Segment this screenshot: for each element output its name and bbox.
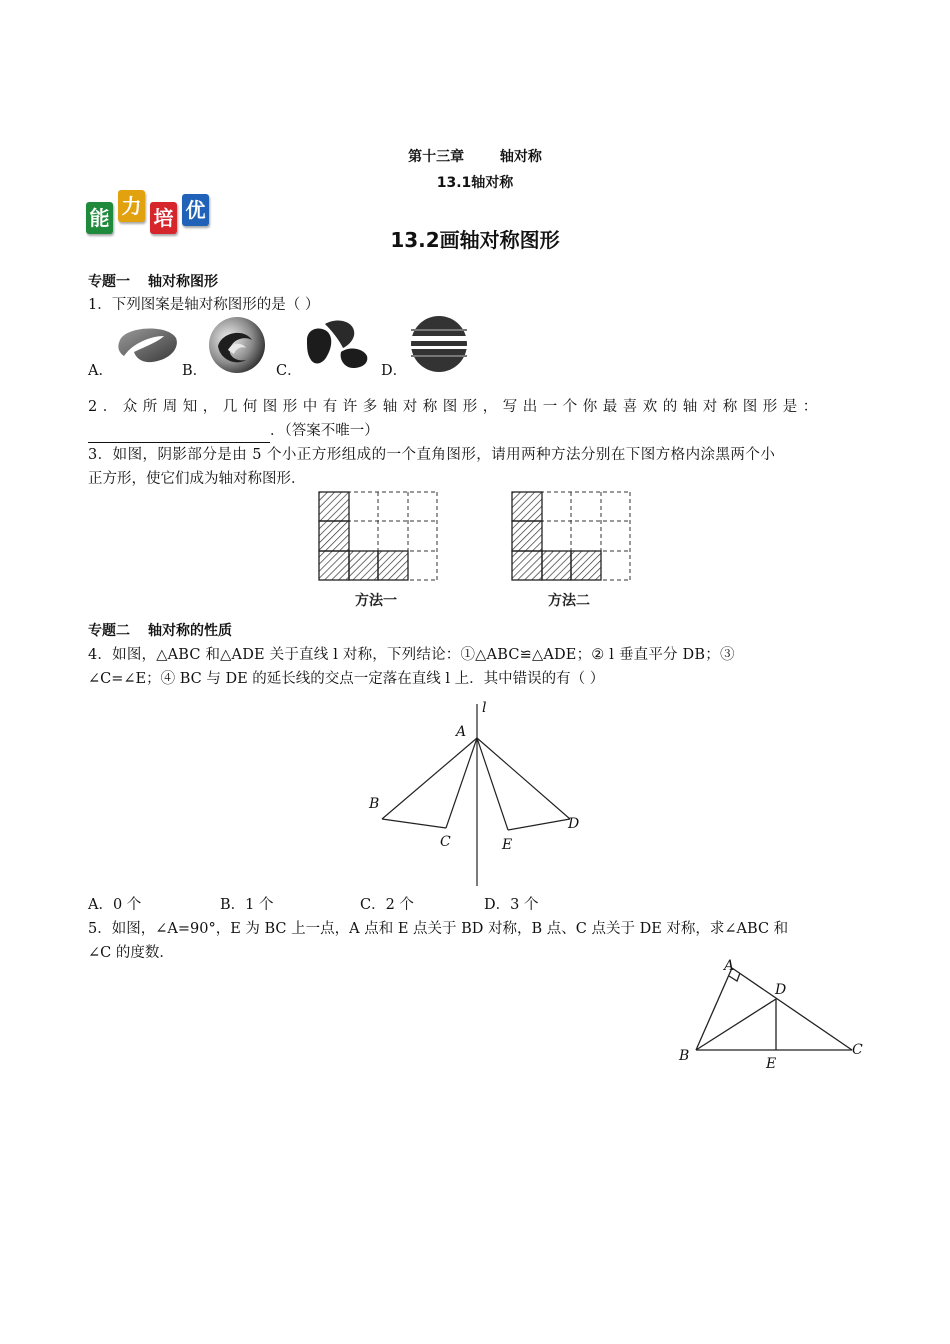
topic-one-heading — [88, 271, 218, 291]
q4-label-e: E — [502, 837, 513, 853]
chapter-title: 轴对称 — [499, 149, 542, 165]
logo-tile-2: 力 — [118, 190, 145, 222]
q1-option-a-label: A． — [88, 363, 113, 379]
chapter-number: 第十三章 — [408, 149, 465, 165]
q2-suffix: ．（答案不唯一） — [270, 423, 379, 439]
q4-label-d: D — [568, 816, 580, 832]
topic-one-title: 轴对称图形 — [148, 274, 218, 290]
q5-label-d: D — [775, 982, 787, 998]
q3-caption-method-1: 方法一 — [355, 593, 397, 609]
q4-option-c: C．2 个 — [360, 897, 414, 913]
q5-label-e: E — [766, 1056, 777, 1072]
q1-option-c-figure — [303, 318, 371, 370]
q2-answer-blank — [88, 426, 270, 443]
q3-caption-method-2: 方法二 — [548, 593, 590, 609]
q5-label-b: B — [679, 1048, 690, 1064]
logo-tile-1: 能 — [86, 202, 113, 234]
q4-label-a: A — [456, 724, 467, 740]
q4-option-b: B．1 个 — [220, 897, 274, 913]
question-3-line-1: 3．如图，阴影部分是由 5 个小正方形组成的一个直角图形，请用两种方法分别在下图方格内涂黑两个小 — [88, 447, 776, 463]
question-4-line-1: 4．如图，△ABC 和△ADE 关于直线 l 对称，下列结论：①△ABC≌△ADE；② l 垂直平分 DB；③ — [88, 647, 735, 663]
topic-two-label: 专题二 — [88, 623, 130, 639]
q5-figure — [674, 956, 870, 1074]
q4-option-a: A．0 个 — [88, 897, 142, 913]
q4-option-d: D．3 个 — [484, 897, 539, 913]
question-3-line-2: 正方形，使它们成为轴对称图形． — [88, 471, 306, 487]
q4-figure — [362, 696, 592, 888]
question-2-line-2 — [88, 419, 379, 443]
q4-label-c: C — [440, 834, 451, 850]
q1-option-c-label: C． — [276, 363, 302, 379]
q1-option-d-figure — [409, 315, 469, 373]
question-2-line-1: 2．众所周知，几何图形中有许多轴对称图形，写出一个你最喜欢的轴对称图形是： — [88, 399, 823, 415]
q3-grid-method-1 — [316, 489, 440, 583]
q1-option-b-label: B． — [182, 363, 208, 379]
chapter-header — [0, 146, 950, 166]
q5-label-c: C — [852, 1042, 863, 1058]
q1-option-d-label: D． — [381, 363, 408, 379]
topic-two-heading — [88, 620, 232, 640]
q1-option-b-figure — [206, 316, 268, 374]
topic-two-title: 轴对称的性质 — [148, 623, 232, 639]
question-4-line-2: ∠C=∠E；④ BC 与 DE 的延长线的交点一定落在直线 l 上．其中错误的有（ ） — [88, 671, 605, 687]
q4-label-l: l — [482, 700, 487, 716]
lesson-title: 13.2画轴对称图形 — [390, 228, 560, 252]
q1-option-a-figure — [112, 322, 182, 366]
section-header: 13.1轴对称 — [436, 175, 514, 191]
q4-label-b: B — [369, 796, 380, 812]
q3-grid-method-2 — [509, 489, 633, 583]
q5-label-a: A — [724, 958, 735, 974]
question-1-text: 1．下列图案是轴对称图形的是（ ） — [88, 297, 320, 313]
logo-tile-4: 优 — [182, 194, 209, 226]
logo-tile-3: 培 — [150, 202, 177, 234]
question-5-line-1: 5．如图，∠A=90°，E 为 BC 上一点，A 点和 E 点关于 BD 对称，B 点、C 点关于 DE 对称，求∠ABC 和 — [88, 921, 789, 937]
topic-one-label: 专题一 — [88, 274, 130, 290]
question-5-line-2: ∠C 的度数． — [88, 945, 174, 961]
